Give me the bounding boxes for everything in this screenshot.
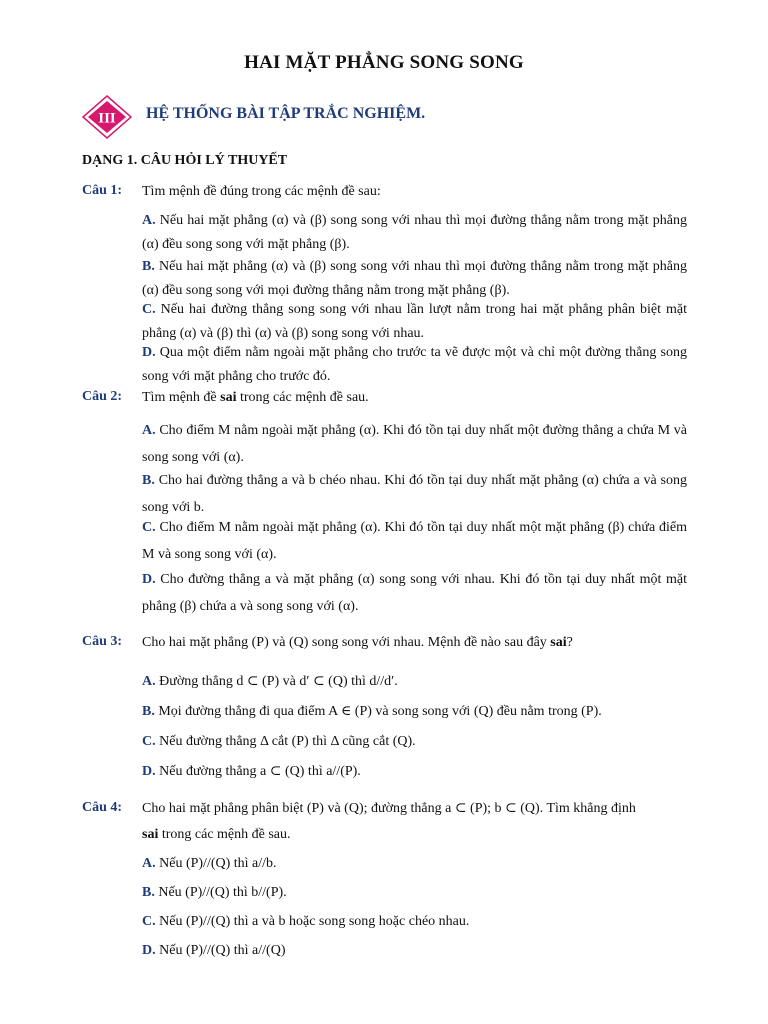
question-1-option-d[interactable]: D. Qua một điểm nằm ngoài mặt phẳng cho trước ta vẽ được một và chỉ một đường thẳng song song với mặt phẳng cho trước đó. (142, 345, 687, 384)
question-4-text: Cho hai mặt phẳng phân biệt (P) và (Q); đường thẳng a ⊂ (P); b ⊂ (Q). Tìm khẳng định sai trong các mệnh đề sau. (142, 801, 636, 842)
question-3-text: Cho hai mặt phẳng (P) và (Q) song song với nhau. Mệnh đề nào sau đây sai? (142, 635, 573, 650)
question-2-option-a[interactable]: A. Cho điểm M nằm ngoài mặt phẳng (α). Khi đó tồn tại duy nhất một đường thẳng a chứa M và song song với (α). (142, 423, 688, 465)
question-2-text: Tìm mệnh đề sai trong các mệnh đề sau. (142, 390, 369, 405)
section-heading: HỆ THỐNG BÀI TẬP TRẮC NGHIỆM. (146, 105, 426, 122)
question-3-label: Câu 3: (82, 634, 123, 649)
question-2-option-d[interactable]: D. Cho đường thẳng a và mặt phẳng (α) song song với nhau. Khi đó tồn tại duy nhất một mặt phẳng (β) chứa a và song song với (α). (142, 572, 688, 614)
question-4-option-d[interactable]: D. Nếu (P)//(Q) thì a//(Q) (142, 943, 286, 958)
section-badge-icon (82, 95, 132, 139)
question-4-option-a[interactable]: A. Nếu (P)//(Q) thì a//b. (142, 856, 277, 871)
question-1-option-c[interactable]: C. Nếu hai đường thẳng song song với nhau lần lượt nằm trong hai mặt phẳng phân biệt mặt phẳng (α) và (β) thì (α) và (β) song song với nhau. (142, 302, 688, 341)
question-1-label: Câu 1: (82, 183, 123, 198)
question-4-option-b[interactable]: B. Nếu (P)//(Q) thì b//(P). (142, 885, 287, 900)
question-4-label: Câu 4: (82, 800, 123, 815)
question-1-option-a[interactable]: A. Nếu hai mặt phẳng (α) và (β) song song với nhau thì mọi đường thẳng nằm trong mặt phẳng (α) đều song song với mặt phẳng (β). (142, 213, 688, 252)
question-1-text: Tìm mệnh đề đúng trong các mệnh đề sau: (142, 184, 381, 199)
question-3-option-c[interactable]: C. Nếu đường thẳng Δ cắt (P) thì Δ cũng cắt (Q). (142, 734, 416, 749)
question-3-option-b[interactable]: B. Mọi đường thẳng đi qua điểm A ∈ (P) và song song với (Q) đều nằm trong (P). (142, 704, 602, 719)
question-4-option-c[interactable]: C. Nếu (P)//(Q) thì a và b hoặc song song hoặc chéo nhau. (142, 914, 470, 929)
subsection-heading: DẠNG 1. CÂU HỎI LÝ THUYẾT (82, 153, 288, 168)
section-badge-number: III (98, 110, 116, 127)
page-title: HAI MẶT PHẲNG SONG SONG (244, 52, 524, 73)
question-2-option-c[interactable]: C. Cho điểm M nằm ngoài mặt phẳng (α). Khi đó tồn tại duy nhất một mặt phẳng (β) chứa điểm M và song song với (α). (142, 520, 688, 562)
question-3-option-d[interactable]: D. Nếu đường thẳng a ⊂ (Q) thì a//(P). (142, 764, 361, 779)
question-2-label: Câu 2: (82, 389, 123, 404)
question-2-option-b[interactable]: B. Cho hai đường thẳng a và b chéo nhau. Khi đó tồn tại duy nhất mặt phẳng (α) chứa a và song song với b. (142, 473, 688, 515)
question-3-option-a[interactable]: A. Đường thẳng d ⊂ (P) và d′ ⊂ (Q) thì d//d′. (142, 674, 398, 689)
question-1-option-b[interactable]: B. Nếu hai mặt phẳng (α) và (β) song song với nhau thì mọi đường thẳng nằm trong mặt phẳng (α) đều song song với mọi đường thẳng nằm trong mặt phẳng (β). (142, 259, 688, 298)
